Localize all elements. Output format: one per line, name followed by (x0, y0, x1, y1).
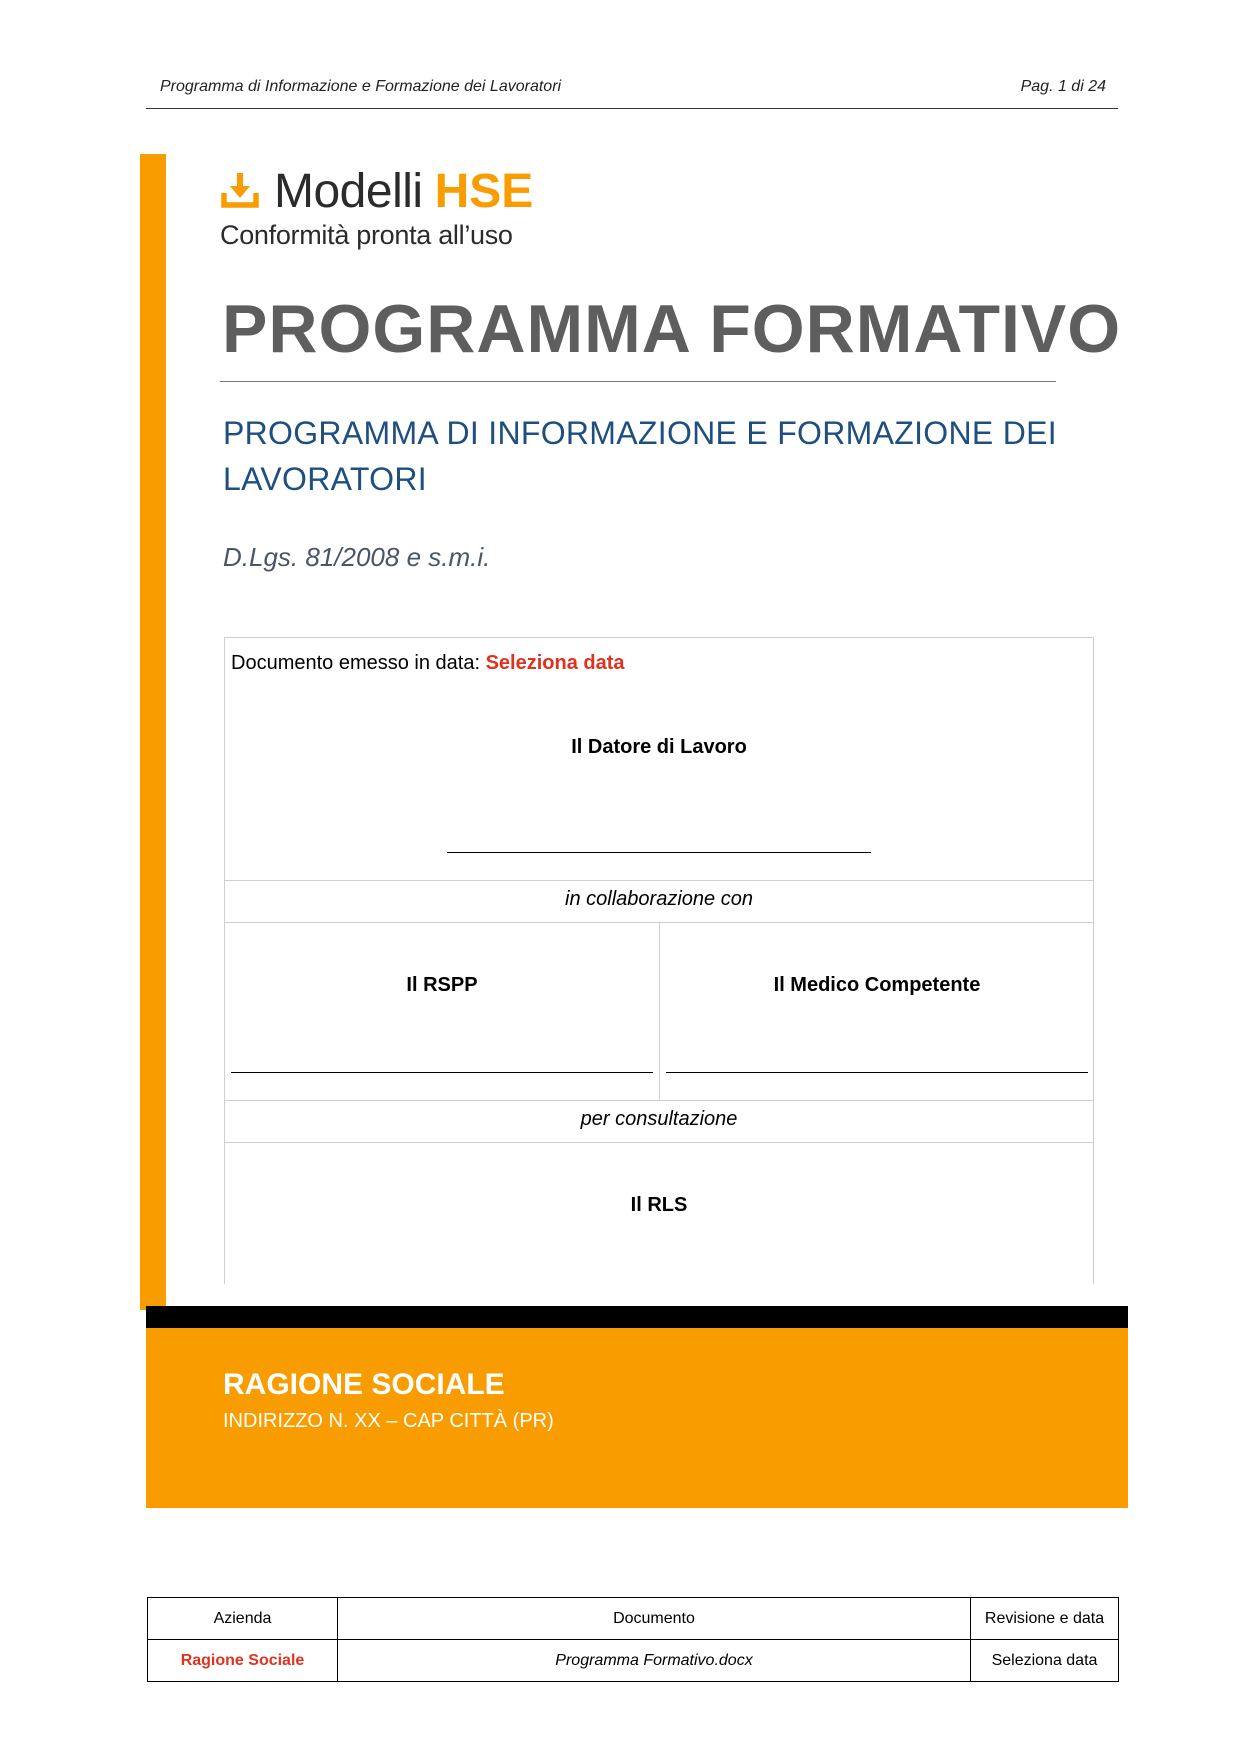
black-divider-band (146, 1306, 1128, 1328)
rspp-cell (225, 922, 659, 1100)
footer-document-value: Programma Formativo.docx (338, 1640, 971, 1682)
consultation-row (225, 1100, 1093, 1143)
footer-header-document: Documento (338, 1598, 971, 1640)
company-name: RAGIONE SOCIALE (223, 1368, 505, 1401)
consultation-text: per consultazione (580, 1108, 738, 1130)
employer-signature-line[interactable] (447, 852, 871, 853)
page-header (146, 68, 1118, 109)
employer-label: Il Datore di Lavoro (571, 736, 747, 758)
footer-value-row (148, 1640, 1119, 1682)
footer-company-value: Ragione Sociale (148, 1640, 338, 1682)
rls-row (225, 1142, 1093, 1284)
footer-header-row (148, 1598, 1119, 1640)
collaboration-row (225, 880, 1093, 923)
company-address: INDIRIZZO N. XX – CAP CITTÀ (PR) (223, 1410, 554, 1432)
employer-signature-row (225, 638, 1093, 881)
company-banner (146, 1328, 1128, 1508)
doctor-cell (659, 922, 1094, 1100)
title-divider (220, 381, 1056, 382)
side-accent-bar (140, 154, 166, 1310)
company-logo (220, 164, 533, 251)
logo-name: Modelli (274, 164, 423, 218)
footer-header-revision: Revisione e data (971, 1598, 1119, 1640)
doctor-signature-line[interactable] (666, 1072, 1088, 1073)
logo-tagline: Conformità pronta all’uso (220, 220, 513, 250)
rls-label: Il RLS (630, 1194, 688, 1216)
law-reference: D.Lgs. 81/2008 e s.m.i. (223, 542, 491, 572)
rspp-signature-line[interactable] (231, 1072, 653, 1073)
footer-header-company: Azienda (148, 1598, 338, 1640)
header-document-title: Programma di Informazione e Formazione dei Lavoratori (160, 78, 562, 95)
issue-date-label: Documento emesso in data: (231, 652, 481, 674)
logo-accent: HSE (434, 164, 534, 218)
footer-info-table (147, 1597, 1119, 1682)
collaboration-text: in collaborazione con (565, 888, 753, 910)
signature-table (224, 637, 1094, 1284)
rspp-label: Il RSPP (406, 974, 478, 996)
doctor-label: Il Medico Competente (773, 974, 981, 996)
rspp-doctor-row (225, 922, 1093, 1101)
issue-date-line (231, 652, 625, 675)
footer-revision-value[interactable]: Seleziona data (971, 1640, 1119, 1682)
download-tray-icon (220, 171, 260, 211)
document-title: PROGRAMMA FORMATIVO (222, 291, 1122, 367)
document-subtitle: PROGRAMMA DI INFORMAZIONE E FORMAZIONE DEI LAVORATORI (223, 415, 1057, 497)
issue-date-field[interactable]: Seleziona data (485, 652, 625, 674)
header-page-number: Pag. 1 di 24 (1020, 78, 1106, 95)
